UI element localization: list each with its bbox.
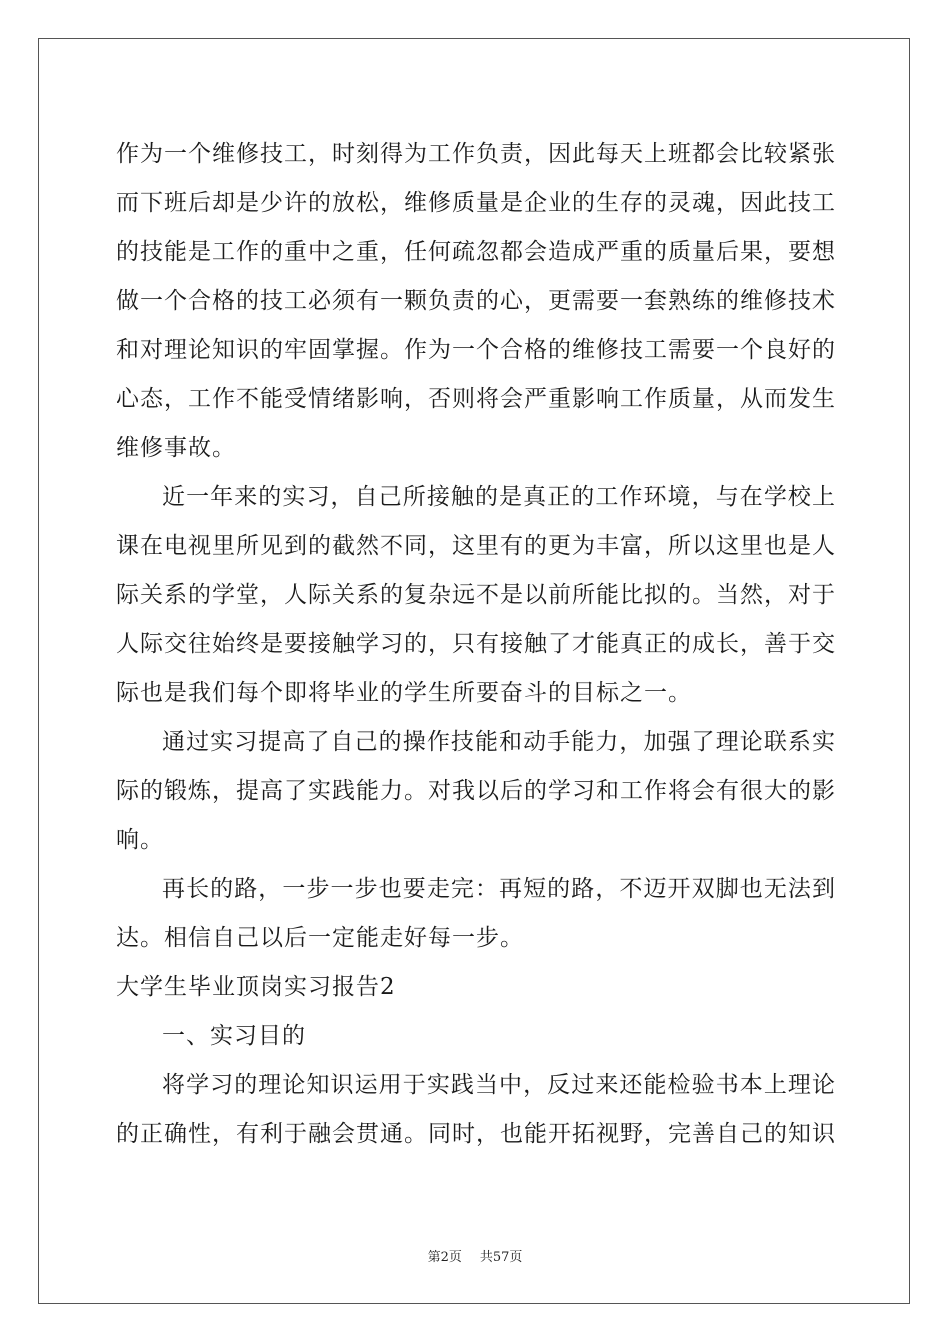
paragraph-line: 作为一个维修技工，时刻得为工作负责，因此每天上班都会比较紧张 (116, 141, 836, 167)
paragraph-line: 将学习的理论知识运用于实践当中，反过来还能检验书本上理论 (162, 1072, 836, 1098)
paragraph-line: 通过实习提高了自己的操作技能和动手能力，加强了理论联系实 (162, 729, 836, 755)
paragraph-line: 际也是我们每个即将毕业的学生所要奋斗的目标之一。 (116, 680, 692, 706)
paragraph-line: 和对理论知识的牢固掌握。作为一个合格的维修技工需要一个良好的 (116, 337, 836, 363)
paragraph-line: 的技能是工作的重中之重，任何疏忽都会造成严重的质量后果，要想 (116, 239, 836, 265)
paragraph-line: 课在电视里所见到的截然不同，这里有的更为丰富，所以这里也是人 (116, 533, 836, 559)
paragraph-line: 做一个合格的技工必须有一颗负责的心，更需要一套熟练的维修技术 (116, 288, 836, 314)
page-footer (0, 1246, 950, 1265)
section-heading: 一、实习目的 (162, 1023, 306, 1049)
paragraph-line: 再长的路，一步一步也要走完：再短的路，不迈开双脚也无法到 (162, 876, 836, 902)
page-number: 第2页 (427, 1250, 462, 1265)
paragraph-line: 际的锻炼，提高了实践能力。对我以后的学习和工作将会有很大的影 (116, 778, 836, 804)
paragraph-line: 近一年来的实习，自己所接触的是真正的工作环境，与在学校上 (162, 484, 836, 510)
paragraph-line: 响。 (116, 827, 164, 853)
section-title: 大学生毕业顶岗实习报告2 (116, 974, 396, 1000)
page-total: 共57页 (479, 1250, 523, 1265)
paragraph-line: 际关系的学堂，人际关系的复杂远不是以前所能比拟的。当然，对于 (116, 582, 836, 608)
paragraph-line: 人际交往始终是要接触学习的，只有接触了才能真正的成长，善于交 (116, 631, 836, 657)
document-body (116, 130, 836, 1159)
paragraph-line: 维修事故。 (116, 435, 236, 461)
paragraph-line: 心态，工作不能受情绪影响，否则将会严重影响工作质量，从而发生 (116, 386, 836, 412)
paragraph-line: 而下班后却是少许的放松，维修质量是企业的生存的灵魂，因此技工 (116, 190, 836, 216)
paragraph-line: 达。相信自己以后一定能走好每一步。 (116, 925, 524, 951)
paragraph-line: 的正确性，有利于融会贯通。同时，也能开拓视野，完善自己的知识 (116, 1121, 836, 1147)
